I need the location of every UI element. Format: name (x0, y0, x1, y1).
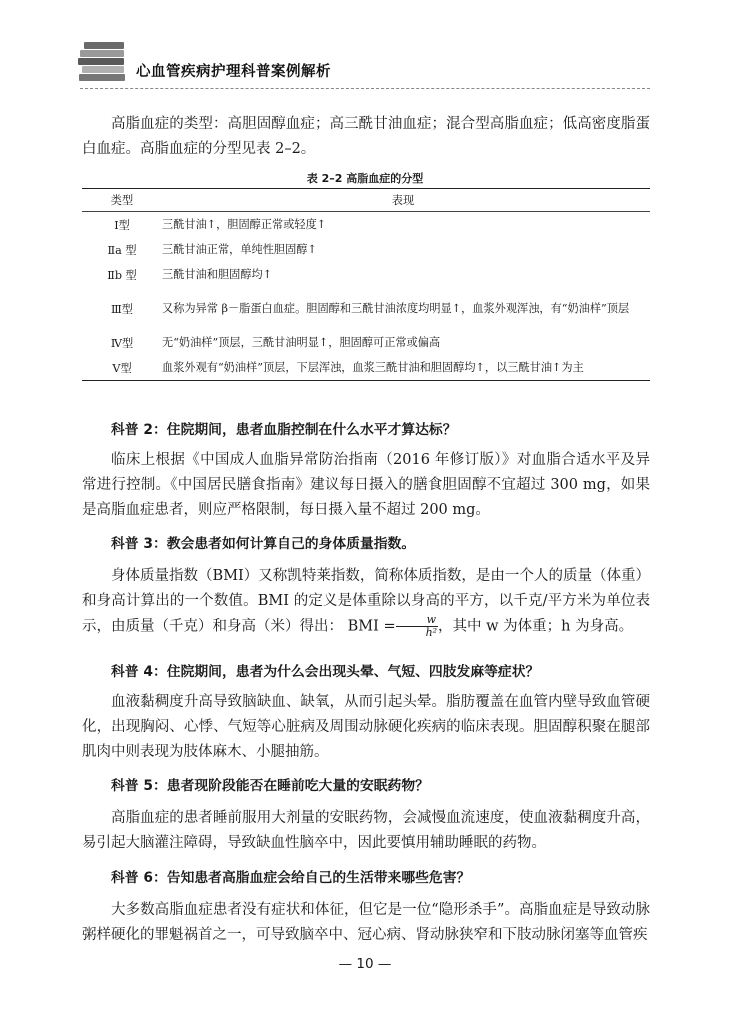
row-type: Ⅲ型 (111, 302, 133, 316)
intro-paragraph: 高脂血症的类型：高胆固醇血症；高三酰甘油血症；混合型高脂血症；低高密度脂蛋白血症。高脂血症的分型见表 2–2。 (82, 116, 650, 157)
row-desc: 无“奶油样”顶层，三酰甘油明显↑，胆固醇可正常或偏高 (162, 336, 441, 349)
row-type: Ⅴ型 (112, 361, 132, 375)
table-row (82, 237, 650, 262)
section-heading: 科普 2：住院期间，患者血脂控制在什么水平才算达标？ (111, 422, 457, 438)
section-body (82, 564, 650, 640)
fraction-denominator: h² (425, 626, 438, 639)
row-desc: 三酰甘油和胆固醇均↑ (162, 268, 273, 281)
table-row (82, 355, 650, 380)
page-header (0, 0, 730, 92)
header-divider (80, 88, 650, 89)
section-body: 临床上根据《中国成人血脂异常防治指南（2016 年修订版）》对血脂合适水平及异常进行控制。《中国居民膳食指南》建议每日摄入的膳食胆固醇不宜超过 300 mg，如果是高脂血症患者，则应严格限制，每日摄入量不超过 200 mg。 (82, 452, 650, 518)
section-heading: 科普 6：告知患者高脂血症会给自己的生活带来哪些危害？ (111, 870, 471, 886)
row-desc: 血浆外观有“奶油样”顶层，下层浑浊，血浆三酰甘油和胆固醇均↑，以三酰甘油↑为主 (162, 361, 584, 374)
table-header-row (82, 189, 650, 211)
row-type: Ⅳ型 (110, 336, 134, 350)
section-heading: 科普 4：住院期间，患者为什么会出现头晕、气短、四肢发麻等症状？ (111, 664, 540, 680)
column-header-type: 类型 (110, 194, 134, 207)
bmi-formula-lhs: BMI = (347, 618, 396, 635)
row-type: Ⅱb 型 (107, 268, 137, 282)
section-heading: 科普 3：教会患者如何计算自己的身体质量指数。 (111, 536, 416, 552)
section-body: 血液黏稠度升高导致脑缺血、缺氧，从而引起头晕。脂肪覆盖在血管内壁导致血管硬化，出现胸闷、心悸、气短等心脏病及周围动脉硬化疾病的临床表现。胆固醇积聚在腿部肌肉中则表现为肢体麻木、小腿抽筋。 (82, 694, 650, 760)
section-body: 大多数高脂血症患者没有症状和体征，但它是一位“隐形杀手”。高脂血症是导致动脉粥样硬化的罪魁祸首之一，可导致脑卒中、冠心病、肾动脉狭窄和下肢动脉闭塞等血管疾 (82, 902, 650, 943)
section-body: 高脂血症的患者睡前服用大剂量的安眠药物，会减慢血流速度，使血液黏稠度升高，易引起大脑灌注障碍，导致缺血性脑卒中，因此要慎用辅助睡眠的药物。 (82, 810, 650, 851)
page-number: — 10 — (338, 956, 392, 972)
bmi-tail: ，其中 w 为体重；h 为身高。 (438, 618, 634, 635)
book-stack-icon (78, 42, 126, 82)
row-type: Ⅱa 型 (107, 243, 137, 257)
table-row (82, 262, 650, 287)
table-row (82, 212, 650, 237)
row-desc: 又称为异常 β－脂蛋白血症。胆固醇和三酰甘油浓度均明显↑，血浆外观浑浊，有“奶油样”顶层 (162, 302, 630, 315)
fraction-numerator: w (396, 614, 438, 627)
hyperlipidemia-type-table (82, 188, 650, 381)
table-caption: 表 2–2 高脂血症的分型 (306, 172, 424, 185)
table-row (82, 330, 650, 355)
row-desc: 三酰甘油正常，单纯性胆固醇↑ (162, 243, 317, 256)
section-heading: 科普 5：患者现阶段能否在睡前吃大量的安眠药物？ (111, 778, 429, 794)
row-type: Ⅰ型 (114, 218, 130, 232)
table-row (82, 287, 650, 330)
bmi-text: 身体质量指数（BMI）又称凯特莱指数，简称体质指数，是由一个人的质量（体重）和身高计算出的一个数值。BMI 的定义是体重除以身高的平方，以千克/平方米为单位表示，由质量（千克）和身高（米）得出： (82, 568, 650, 635)
column-header-desc: 表现 (391, 193, 415, 207)
row-desc: 三酰甘油↑，胆固醇正常或轻度↑ (162, 218, 327, 231)
book-title: 心血管疾病护理科普案例解析 (136, 64, 331, 80)
bmi-fraction (396, 614, 438, 639)
